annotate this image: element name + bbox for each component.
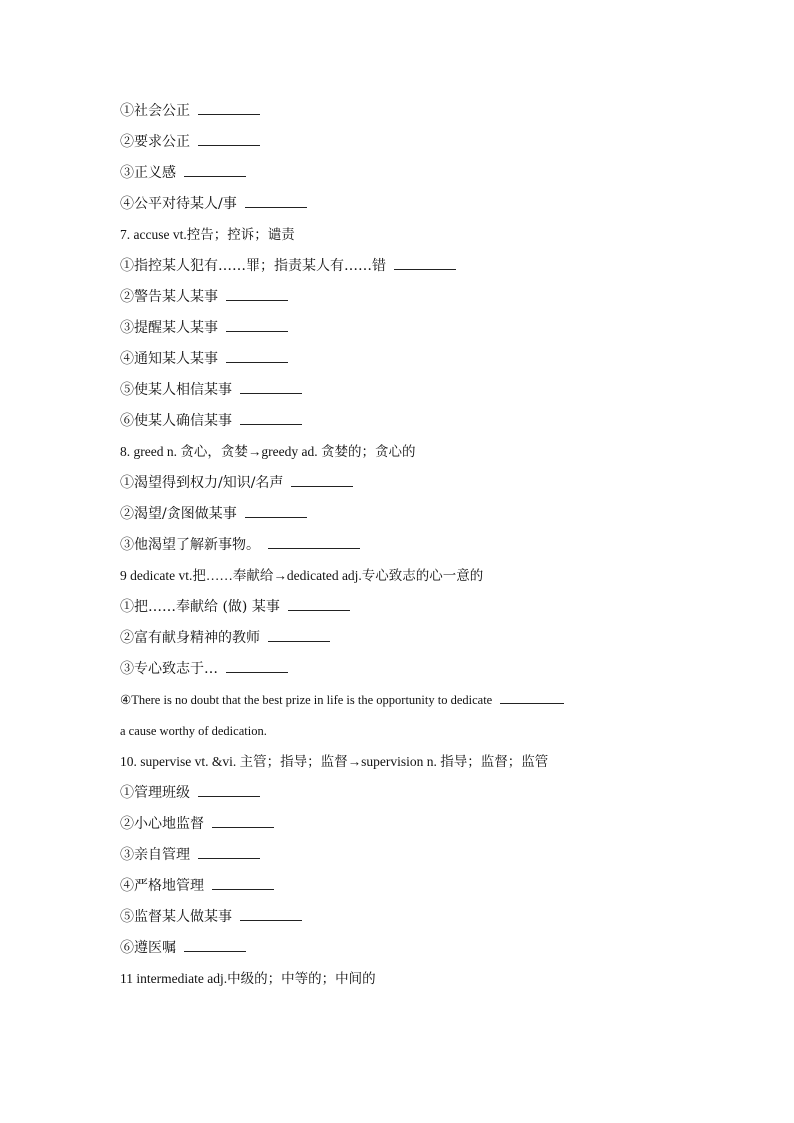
worksheet [120,100,700,999]
item-text: ③提醒某人某事 [120,320,218,336]
item-line [120,689,700,720]
item-line [120,162,700,193]
word-heading [120,441,700,472]
answer-blank[interactable] [240,906,302,921]
item-line [120,906,700,937]
answer-blank[interactable] [198,782,260,797]
item-text: a cause worthy of dedication. [120,724,267,738]
answer-blank[interactable] [291,472,353,487]
item-line [120,410,700,441]
item-line [120,937,700,968]
item-line [120,534,700,565]
answer-blank[interactable] [184,162,246,177]
item-line [120,472,700,503]
item-line [120,596,700,627]
answer-blank[interactable] [226,286,288,301]
item-line [120,255,700,286]
item-text: ⑤使某人相信某事 [120,382,232,398]
heading-text: 7. accuse vt.控告；控诉；谴责 [120,227,295,242]
item-text: ④公平对待某人/事 [120,196,237,212]
item-text: ③他渴望了解新事物。 [120,537,260,553]
answer-blank[interactable] [198,131,260,146]
answer-blank[interactable] [198,844,260,859]
item-text: ③亲自管理 [120,847,190,863]
item-text: ③专心致志于… [120,661,218,677]
answer-blank[interactable] [240,379,302,394]
item-text: ③正义感 [120,165,176,181]
answer-blank[interactable] [268,534,360,549]
item-line [120,286,700,317]
item-line [120,813,700,844]
item-line [120,875,700,906]
answer-blank[interactable] [212,875,274,890]
answer-blank[interactable] [212,813,274,828]
answer-blank[interactable] [226,317,288,332]
item-line [120,844,700,875]
heading-text: 8. greed n. 贪心，贪婪→greedy ad. 贪婪的；贪心的 [120,444,416,459]
heading-text: 10. supervise vt. &vi. 主管；指导；监督→supervision n. 指导；监督；监管 [120,754,549,769]
item-text: ④There is no doubt that the best prize in life is the opportunity to dedicate [120,693,493,707]
item-text: ①指控某人犯有……罪；指责某人有……错 [120,258,386,274]
word-heading [120,968,700,999]
item-text: ②小心地监督 [120,816,204,832]
item-line [120,100,700,131]
item-line [120,131,700,162]
answer-blank[interactable] [240,410,302,425]
item-text: ①社会公正 [120,103,190,119]
item-text: ④严格地管理 [120,878,204,894]
item-text: ①管理班级 [120,785,190,801]
item-text: ⑤监督某人做某事 [120,909,232,925]
heading-text: 11 intermediate adj.中级的；中等的；中间的 [120,971,376,986]
answer-blank[interactable] [226,348,288,363]
item-line [120,379,700,410]
item-line [120,503,700,534]
item-text: ②要求公正 [120,134,190,150]
item-line [120,782,700,813]
answer-blank[interactable] [500,689,564,704]
word-heading [120,751,700,782]
item-text: ②富有献身精神的教师 [120,630,260,646]
answer-blank[interactable] [184,937,246,952]
word-heading [120,565,700,596]
item-text: ⑥遵医嘱 [120,940,176,956]
item-line [120,627,700,658]
answer-blank[interactable] [245,193,307,208]
item-text: ①渴望得到权力/知识/名声 [120,475,284,491]
item-line [120,193,700,224]
answer-blank[interactable] [245,503,307,518]
word-heading [120,224,700,255]
item-text: ④通知某人某事 [120,351,218,367]
answer-blank[interactable] [394,255,456,270]
item-text: ①把……奉献给 (做) 某事 [120,599,280,615]
item-line [120,317,700,348]
item-line [120,348,700,379]
answer-blank[interactable] [268,627,330,642]
item-line-continued [120,720,700,751]
item-text: ⑥使某人确信某事 [120,413,232,429]
answer-blank[interactable] [288,596,350,611]
item-line [120,658,700,689]
answer-blank[interactable] [198,100,260,115]
item-text: ②渴望/贪图做某事 [120,506,237,522]
answer-blank[interactable] [226,658,288,673]
item-text: ②警告某人某事 [120,289,218,305]
heading-text: 9 dedicate vt.把……奉献给→dedicated adj.专心致志的心一意的 [120,568,484,583]
